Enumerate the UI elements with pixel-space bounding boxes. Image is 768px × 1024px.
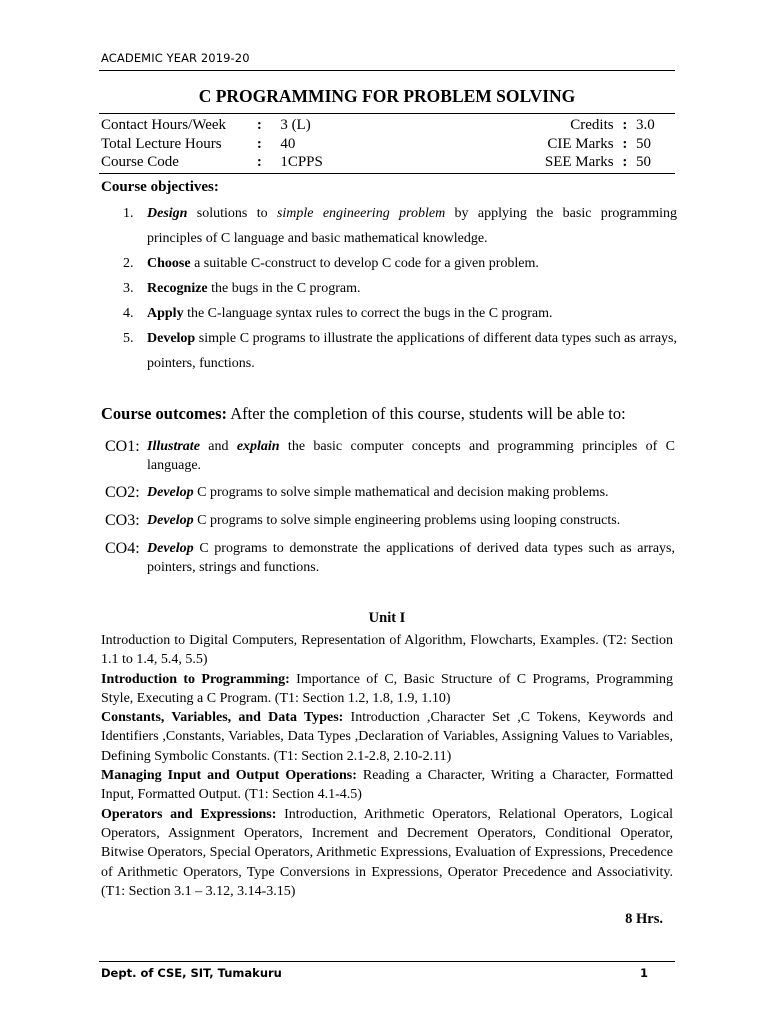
list-item [101,251,677,276]
page-title: C PROGRAMMING FOR PROBLEM SOLVING [198,86,576,106]
objective-text: the C-language syntax rules to correct the bugs in the C program. [183,306,553,321]
footer-department: Dept. of CSE, SIT, Tumakuru [101,966,282,980]
info-label: CIE Marks [547,135,614,152]
topic-heading: Managing Input and Output Operations: [101,768,357,784]
list-number: 5. [123,331,134,346]
info-value: 3.0 [636,117,655,133]
info-colon: : [622,117,628,133]
unit-title: Unit I [368,610,406,626]
list-item [101,326,677,376]
list-item [101,438,675,475]
objectives-heading: Course objectives: [101,179,219,195]
outcomes-heading [101,404,626,424]
info-colon: : [256,154,262,170]
unit-hours: 8 Hrs. [625,911,663,927]
outcome-rest: C programs to solve simple mathematical and decision making problems. [193,485,609,500]
list-number: 2. [123,256,134,271]
info-value: 1CPPS [280,154,323,170]
outcome-text [101,484,675,503]
info-value: 3 (L) [280,117,311,133]
list-item [101,276,677,301]
unit-paragraph [101,670,673,709]
info-colon: : [622,135,628,152]
list-item [101,301,677,326]
info-colon: : [622,154,628,170]
info-row [101,135,675,154]
outcome-lead: Develop [147,541,194,556]
info-value: 50 [636,135,652,152]
objective-emphasis: simple engineering problem [276,206,446,221]
topic-heading: Operators and Expressions: [101,806,277,822]
objective-text: by applying the basic programming principles of C language and basic mathematical knowledge. [147,206,677,246]
objective-text: the bugs in the C program. [207,281,361,296]
objective-lead: Design [147,206,188,221]
page-number: 1 [640,966,649,980]
objective-text: simple C programs to illustrate the applications of different data types such as arrays, pointers, functions. [147,331,677,371]
objective-lead: Recognize [147,281,208,296]
list-item [101,540,675,577]
outcome-lead: Develop [147,485,194,500]
topic-text: Reading a Character, Writing a Character, Formatted Input, Formatted Output. (T1: Section 4.1-4.5) [101,768,673,803]
outcome-text [101,512,675,531]
list-item [101,512,675,531]
academic-year-header: ACADEMIC YEAR 2019-20 [101,51,250,65]
info-colon: : [256,135,262,152]
objective-lead: Apply [147,306,184,321]
list-number: 3. [123,281,134,296]
outcome-label: CO4: [105,540,140,557]
topic-heading: Introduction to Programming: [101,671,290,687]
outcome-rest: C programs to solve simple engineering problems using looping constructs. [193,513,621,528]
info-table-bottom-rule [99,173,675,174]
course-info-table [101,116,675,172]
outcome-lead: explain [236,439,280,454]
unit-paragraph [101,766,673,805]
info-row [101,153,675,172]
footer-rule [99,961,675,962]
objectives-list [101,201,677,376]
info-label: SEE Marks [544,154,614,170]
objective-lead: Develop [147,331,196,346]
info-row [101,116,675,135]
outcome-lead: Illustrate [147,439,200,454]
info-label: Credits [570,117,614,133]
objective-text: solutions to [187,206,277,221]
outcomes-intro: After the completion of this course, students will be able to: [227,404,626,423]
list-item [101,484,675,503]
unit-paragraph [101,631,673,670]
outcome-label: CO1: [105,438,140,455]
list-number: 1. [123,206,134,221]
outcomes-heading-label: Course outcomes: [101,404,228,423]
info-label: Contact Hours/Week [101,117,227,133]
objective-lead: Choose [147,256,191,271]
outcome-label: CO2: [105,484,140,501]
unit-content [101,631,673,901]
outcome-rest: C programs to demonstrate the applications of derived data types such as arrays, pointers, strings and functions. [147,541,675,575]
outcome-label: CO3: [105,512,140,529]
unit-paragraph [101,708,673,766]
outcome-lead: Develop [147,513,194,528]
info-table-top-rule [99,113,675,114]
topic-text: Importance of C, Basic Structure of C Programs, Programming Style, Executing a C Program. (T1: Section 1.2, 1.8, 1.9, 1.10) [101,671,673,706]
info-value: 40 [280,135,296,152]
topic-text: Introduction to Digital Computers, Representation of Algorithm, Flowcharts, Examples. (T2: Section 1.1 to 1.4, 5.4, 5.5) [101,633,673,668]
outcome-text [101,438,675,475]
topic-text: Introduction, Arithmetic Operators, Relational Operators, Logical Operators, Assignment Operators, Increment and Decrement Operators, Conditional Operator, Bitwise Operators, Special Operators, Arithmetic Expressions, Evaluation of Expressions, Precedence of Arithmetic Operators, Type Conversions in Expressions, Operator Precedence and Associativity. (T1: Section 3.1 – 3.12, 3.14-3.15) [101,806,674,899]
info-label: Course Code [101,154,179,170]
outcome-text [101,540,675,577]
list-item [101,201,677,251]
outcome-connector: and [199,439,237,454]
info-value: 50 [636,154,652,170]
topic-heading: Constants, Variables, and Data Types: [101,710,344,726]
info-colon: : [256,117,262,133]
info-label: Total Lecture Hours [101,135,222,152]
objective-text: a suitable C-construct to develop C code for a given problem. [190,256,539,271]
list-number: 4. [123,306,134,321]
outcome-rest: the basic computer concepts and programming principles of C language. [147,439,675,473]
topic-text: Introduction ,Character Set ,C Tokens, Keywords and Identifiers ,Constants, Variables, Data Types ,Declaration of Variables, Assigning Values to Variables, Defining Symbolic Constants. (T1: Section 2.1-2.8, 2.10-2.11) [101,710,673,764]
unit-paragraph [101,805,673,901]
header-rule [99,70,675,71]
